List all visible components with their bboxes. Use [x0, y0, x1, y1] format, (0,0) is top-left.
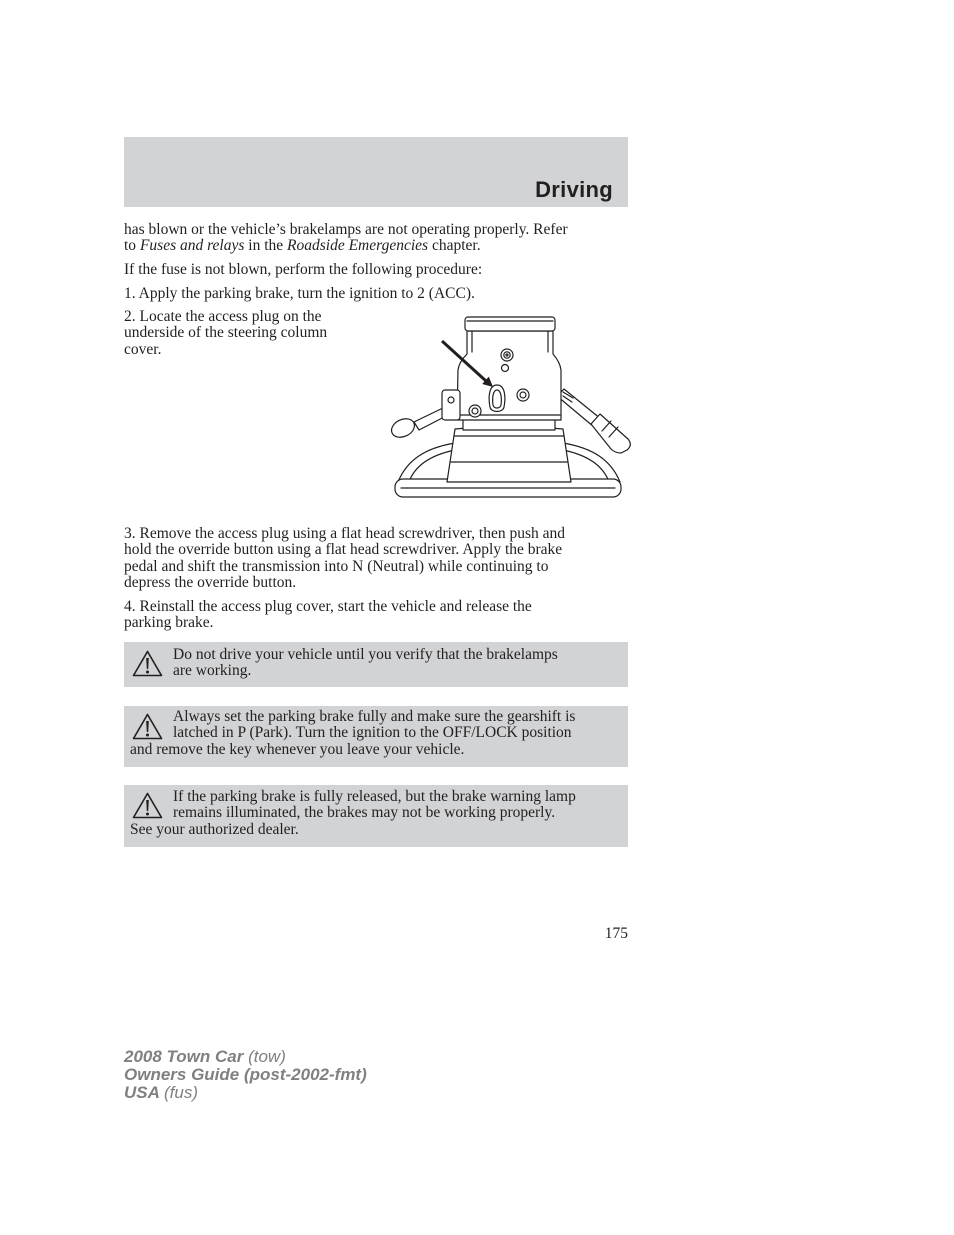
column-top-cap: [465, 317, 555, 331]
step-1: [124, 286, 475, 302]
step-2-line: 2. Locate the access plug on the: [124, 308, 322, 325]
steering-column-illustration: [385, 312, 635, 504]
intro-text-mid: in the: [244, 237, 288, 255]
chapter-reference: Roadside Emergencies: [287, 237, 429, 255]
step-2-line: underside of the steering column: [124, 324, 328, 342]
footer-market: USA: [124, 1083, 160, 1102]
footer-model-code: (tow): [248, 1047, 286, 1066]
footer-line-guide: [124, 1066, 367, 1084]
step-2: [124, 309, 327, 358]
column-screw-right: [517, 389, 529, 401]
page-number: 175: [604, 925, 628, 942]
warning-box-parking-brake: [124, 706, 628, 767]
warning-line: are working.: [173, 662, 252, 680]
warning-line: If the parking brake is fully released, but the brake warning lamp: [173, 788, 576, 805]
warning-triangle-icon: [132, 650, 163, 677]
warning-line: See your authorized dealer.: [130, 820, 299, 838]
warning-line: latched in P (Park). Turn the ignition to the OFF/LOCK position: [173, 724, 572, 742]
footer-market-code: (fus): [164, 1083, 198, 1102]
steering-wheel-left-arm: [398, 443, 455, 482]
column-screw-small: [502, 365, 509, 372]
warning-triangle-icon: [132, 713, 163, 740]
step-3-line: depress the override button.: [124, 573, 297, 591]
footer-model: 2008 Town Car: [124, 1047, 244, 1066]
warning-triangle-icon: [132, 792, 163, 819]
access-plug: [489, 385, 505, 412]
step-3-line: 3. Remove the access plug using a flat head screwdriver, then push and: [124, 525, 565, 542]
document-footer: [124, 1048, 367, 1102]
warning-box-brake-lamp: [124, 785, 628, 847]
footer-line-model: [124, 1048, 367, 1066]
lower-shroud: [447, 427, 571, 483]
procedure-intro: If the fuse is not blown, perform the following procedure:: [124, 261, 483, 278]
section-title: Driving: [535, 177, 613, 202]
step-3: [124, 526, 565, 591]
intro-paragraph: [124, 222, 568, 255]
step-3-line: pedal and shift the transmission into N (Neutral) while continuing to: [124, 557, 549, 575]
warning-line: and remove the key whenever you leave your vehicle.: [130, 740, 465, 758]
fuses-reference: Fuses and relays: [139, 237, 245, 255]
warning-line: Do not drive your vehicle until you verify that the brakelamps: [173, 646, 558, 663]
intro-line-1: has blown or the vehicle’s brakelamps are not operating properly. Refer: [124, 221, 568, 238]
step-1-line: 1. Apply the parking brake, turn the ignition to 2 (ACC).: [124, 285, 475, 302]
step-4: [124, 599, 532, 632]
step-3-line: hold the override button using a flat head screwdriver. Apply the brake: [124, 541, 563, 559]
tilt-knob: [501, 349, 513, 361]
intro-text-pre: to: [124, 237, 140, 255]
column-screw-left: [469, 405, 481, 417]
footer-guide: Owners Guide (post-2002-fmt): [124, 1065, 367, 1084]
intro-text-post: chapter.: [428, 237, 481, 255]
step-4-line: 4. Reinstall the access plug cover, start the vehicle and release the: [124, 598, 532, 615]
intro-line-2: [124, 238, 568, 254]
warning-line: Always set the parking brake fully and make sure the gearshift is: [173, 708, 576, 725]
footer-line-market: [124, 1084, 367, 1102]
section-header-band: [124, 137, 628, 207]
step-4-line: parking brake.: [124, 614, 214, 632]
gear-shift-lever: [389, 390, 460, 441]
warning-line: remains illuminated, the brakes may not be working properly.: [173, 804, 556, 822]
step-2-line: cover.: [124, 340, 162, 358]
warning-box-brakelamps: [124, 642, 628, 687]
